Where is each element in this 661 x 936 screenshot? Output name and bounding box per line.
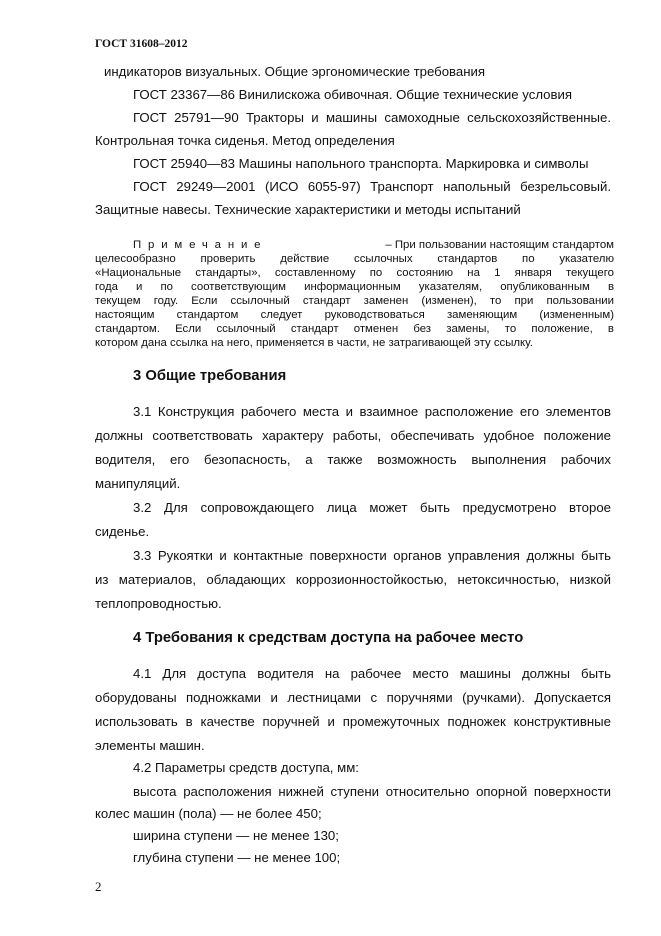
paragraph-line: водителя, его безопасность, а также возможность выполнения рабочих (95, 452, 611, 467)
note-line: «Национальные стандарты», составленному по состоянию на 1 января текущего (95, 267, 614, 279)
ref-line: ГОСТ 25940—83 Машины напольного транспорта. Маркировка и символы (133, 156, 589, 171)
note-line: настоящим стандартом следует руководствоваться заменяющим (измененным) (95, 309, 614, 321)
paragraph-line: 3.1 Конструкция рабочего места и взаимное расположение его элементов (133, 404, 611, 419)
ref-line: Защитные навесы. Технические характеристики и методы испытаний (95, 202, 521, 217)
ref-line: ГОСТ 29249—2001 (ИСО 6055-97) Транспорт напольный безрельсовый. (133, 179, 611, 194)
paragraph-line: 3.2 Для сопровождающего лица может быть предусмотрено второе (133, 500, 611, 515)
note-line: котором дана ссылка на него, применяется в части, не затрагивающей эту ссылку. (95, 337, 533, 349)
section-4-heading: 4 Требования к средствам доступа на рабочее место (133, 630, 524, 646)
note-line: года и по соответствующим информационным указателям, опубликованным в (95, 281, 614, 293)
paragraph-line: сиденье. (95, 524, 150, 539)
paragraph-line: из материалов, обладающих коррозионностойкостью, нетоксичностью, низкой (95, 572, 611, 587)
note-line: текущем году. Если ссылочный стандарт заменен (изменен), то при пользовании (95, 295, 614, 307)
note-first-line (133, 239, 614, 252)
list-item: высота расположения нижней ступени относительно опорной поверхности (133, 784, 611, 799)
paragraph-line: элементы машин. (95, 738, 205, 753)
ref-line: Контрольная точка сиденья. Метод определения (95, 133, 395, 148)
paragraph-line: 3.3 Рукоятки и контактные поверхности органов управления должны быть (133, 548, 611, 563)
note-text: – При пользовании настоящим стандартом (385, 239, 614, 251)
list-item: глубина ступени — не менее 100; (133, 850, 341, 865)
ref-line: ГОСТ 25791—90 Тракторы и машины самоходные сельскохозяйственные. (133, 110, 611, 125)
paragraph-line: оборудованы подножками и лестницами с поручнями (ручками). Допускается (95, 690, 611, 705)
paragraph-line: использовать в качестве поручней и промежуточных подножек конструктивные (95, 714, 611, 729)
paragraph-line: манипуляций. (95, 476, 181, 491)
document-header: ГОСТ 31608–2012 (95, 38, 188, 50)
paragraph-line: 4.1 Для доступа водителя на рабочее место машины должны быть (133, 666, 611, 681)
list-item: колес машин (пола) — не более 450; (95, 806, 322, 821)
note-line: целесообразно проверить действие ссылочных стандартов по указателю (95, 253, 614, 265)
paragraph-line: должны соответствовать характеру работы, обеспечивать удобное положение (95, 428, 611, 443)
paragraph-line: теплопроводностью. (95, 596, 222, 611)
section-3-heading: 3 Общие требования (133, 368, 287, 384)
note-line: стандартом. Если ссылочный стандарт отменен без замены, то положение, в (95, 323, 614, 335)
list-item: ширина ступени — не менее 130; (133, 828, 339, 843)
ref-line: ГОСТ 23367—86 Винилискожа обивочная. Общие технические условия (133, 87, 573, 102)
page-number: 2 (95, 879, 102, 894)
ref-line: индикаторов визуальных. Общие эргономические требования (104, 64, 486, 79)
note-label: Примечание (133, 239, 268, 251)
paragraph-line: 4.2 Параметры средств доступа, мм: (133, 760, 359, 775)
